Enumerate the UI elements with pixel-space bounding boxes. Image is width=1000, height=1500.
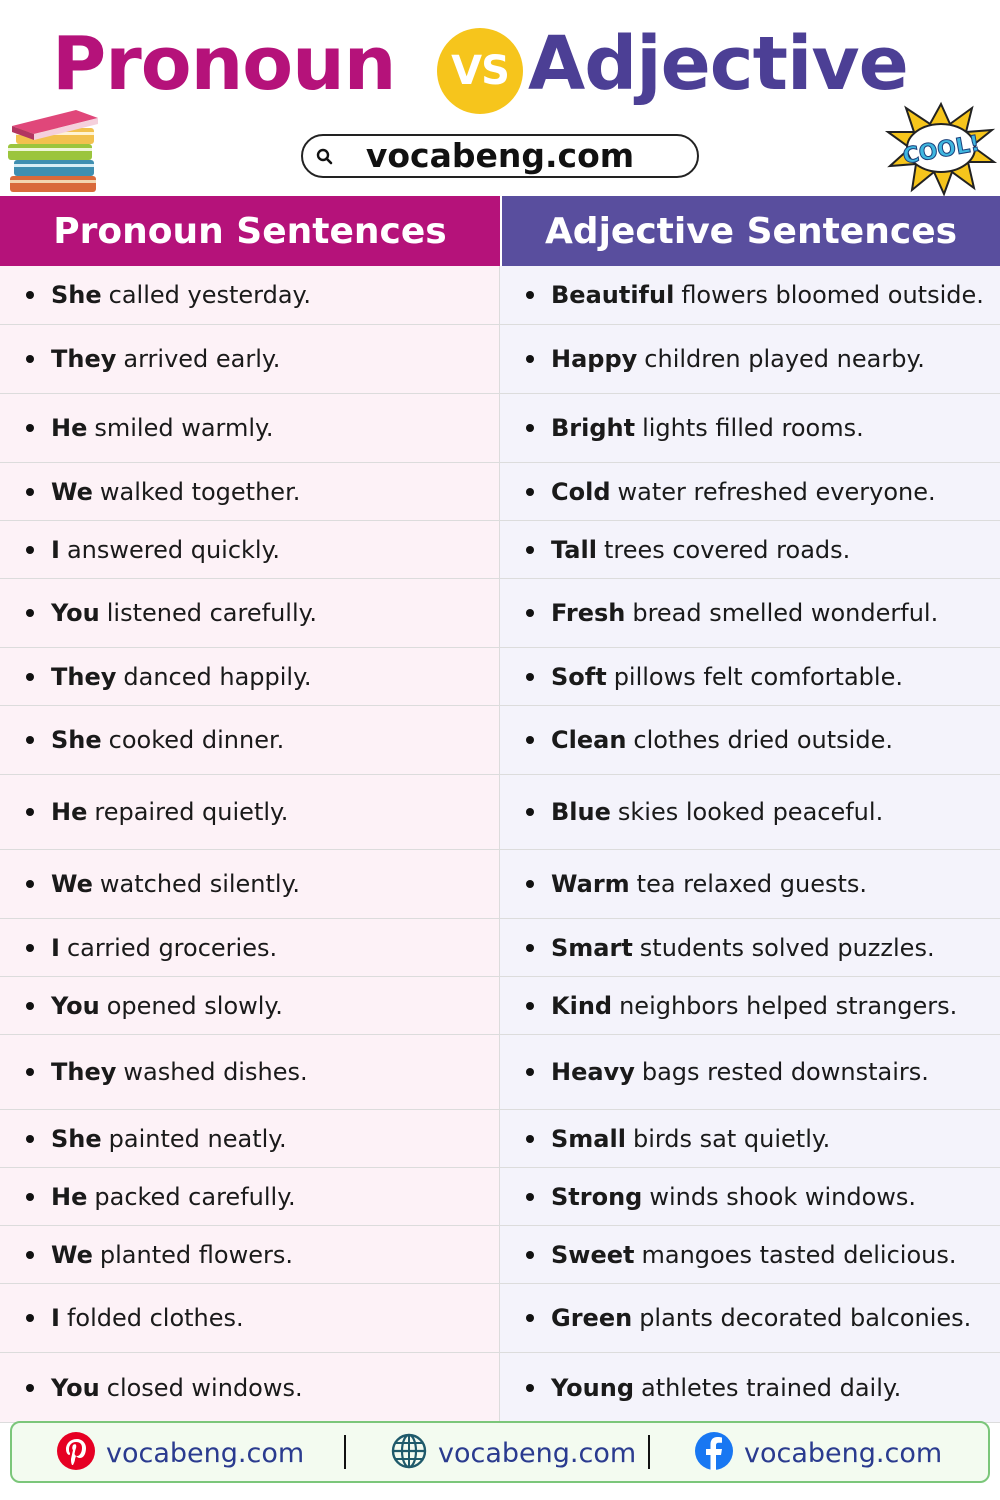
sentence-rest: neighbors helped strangers. — [619, 991, 958, 1020]
pronoun-word: I — [51, 535, 60, 564]
bullet-icon — [26, 1193, 34, 1201]
sentence-rest: opened slowly. — [106, 991, 283, 1020]
pronoun-sentence — [0, 325, 500, 393]
adjective-word: Happy — [551, 345, 638, 373]
site-url: vocabeng.com — [365, 136, 635, 175]
sentence-rest: clothes dried outside. — [633, 726, 893, 754]
bullet-icon — [526, 546, 534, 554]
table-row — [0, 394, 1000, 463]
bullet-icon — [26, 1384, 34, 1392]
footer-divider — [648, 1435, 650, 1469]
pronoun-sentence — [0, 775, 500, 849]
sentence-rest: cooked dinner. — [108, 726, 285, 754]
sentence-rest: plants decorated balconies. — [639, 1304, 972, 1332]
vs-badge: VS — [437, 28, 523, 114]
pronoun-word: He — [51, 414, 88, 442]
bullet-icon — [526, 1384, 534, 1392]
bullet-icon — [26, 546, 34, 554]
adjective-word: Heavy — [551, 1058, 635, 1086]
sentence-rest: children played nearby. — [644, 345, 925, 373]
cool-burst-icon — [884, 100, 998, 200]
bullet-icon — [526, 1251, 534, 1259]
pronoun-sentence — [0, 919, 500, 976]
pronoun-sentence — [0, 850, 500, 918]
sentence-rest: winds shook windows. — [649, 1182, 917, 1211]
adjective-sentence — [500, 850, 1000, 918]
pronoun-sentence — [0, 648, 500, 705]
books-icon — [6, 106, 102, 200]
adjective-word: Beautiful — [551, 281, 675, 309]
table-row — [0, 1353, 1000, 1423]
bullet-icon — [526, 1002, 534, 1010]
sentence-rest: lights filled rooms. — [642, 414, 864, 442]
pronoun-sentence — [0, 394, 500, 462]
pronoun-word: They — [51, 1058, 117, 1086]
table-row — [0, 1226, 1000, 1284]
adjective-sentence — [500, 266, 1000, 324]
bullet-icon — [526, 1068, 534, 1076]
site-search-bar[interactable] — [301, 134, 699, 178]
cool-text: COOL! — [901, 131, 982, 170]
adjective-sentence — [500, 1035, 1000, 1109]
bullet-icon — [26, 488, 34, 496]
sentence-rest: answered quickly. — [66, 535, 281, 564]
adjective-sentence — [500, 1110, 1000, 1167]
table-row — [0, 266, 1000, 325]
footer-link-text: vocabeng.com — [744, 1437, 943, 1469]
adjective-sentence — [500, 325, 1000, 393]
footer-link-text: vocabeng.com — [438, 1437, 637, 1469]
bullet-icon — [526, 1314, 534, 1322]
sentence-rest: watched silently. — [99, 870, 300, 898]
globe-icon — [390, 1432, 428, 1474]
footer-link-website[interactable] — [390, 1433, 636, 1473]
table-row — [0, 579, 1000, 648]
footer-link-pinterest[interactable] — [56, 1433, 304, 1473]
sentence-rest: painted neatly. — [108, 1124, 287, 1153]
adjective-word: Bright — [551, 414, 636, 442]
bullet-icon — [526, 291, 534, 299]
pronoun-word: You — [51, 991, 100, 1020]
sentence-rest: smiled warmly. — [94, 414, 274, 442]
bullet-icon — [526, 673, 534, 681]
pronoun-sentence — [0, 977, 500, 1034]
sentence-rest: athletes trained daily. — [641, 1373, 902, 1402]
pronoun-word: She — [51, 726, 102, 754]
adjective-word: Clean — [551, 726, 627, 754]
table-header — [0, 196, 1000, 266]
bullet-icon — [26, 1068, 34, 1076]
bullet-icon — [26, 1251, 34, 1259]
bullet-icon — [26, 291, 34, 299]
sentence-rest: carried groceries. — [66, 933, 278, 962]
sentence-rest: water refreshed everyone. — [617, 477, 936, 506]
pronoun-word: They — [51, 662, 117, 691]
bullet-icon — [526, 880, 534, 888]
pronoun-word: She — [51, 1124, 102, 1153]
pronoun-sentence — [0, 1226, 500, 1283]
footer-divider — [344, 1435, 346, 1469]
sentence-rest: pillows felt comfortable. — [613, 662, 903, 691]
bullet-icon — [526, 944, 534, 952]
pronoun-word: We — [51, 1240, 93, 1269]
bullet-icon — [26, 424, 34, 432]
pronoun-sentence — [0, 579, 500, 647]
sentence-rest: danced happily. — [123, 662, 312, 691]
comparison-table — [0, 196, 1000, 1423]
pronoun-word: I — [51, 933, 60, 962]
bullet-icon — [26, 1314, 34, 1322]
adjective-word: Soft — [551, 662, 607, 691]
sentence-rest: folded clothes. — [66, 1304, 244, 1332]
pronoun-word: He — [51, 798, 88, 826]
adjective-sentence — [500, 579, 1000, 647]
adjective-sentence — [500, 706, 1000, 774]
table-row — [0, 775, 1000, 850]
sentence-rest: students solved puzzles. — [639, 933, 935, 962]
adjective-word: Kind — [551, 991, 613, 1020]
pronoun-word: They — [51, 345, 117, 373]
table-row — [0, 850, 1000, 919]
pronoun-sentence — [0, 266, 500, 324]
header-adjective-sentences: Adjective Sentences — [500, 196, 1000, 266]
adjective-sentence — [500, 394, 1000, 462]
sentence-rest: closed windows. — [106, 1373, 303, 1402]
table-row — [0, 706, 1000, 775]
sentence-rest: trees covered roads. — [603, 535, 851, 564]
bullet-icon — [526, 1135, 534, 1143]
bullet-icon — [526, 736, 534, 744]
bullet-icon — [526, 808, 534, 816]
bullet-icon — [26, 944, 34, 952]
adjective-word: Warm — [551, 870, 630, 898]
adjective-sentence — [500, 1284, 1000, 1352]
sentence-rest: mangoes tasted delicious. — [641, 1240, 957, 1269]
bullet-icon — [26, 736, 34, 744]
table-row — [0, 1110, 1000, 1168]
table-row — [0, 325, 1000, 394]
adjective-sentence — [500, 1226, 1000, 1283]
adjective-sentence — [500, 1168, 1000, 1225]
pronoun-sentence — [0, 1110, 500, 1167]
adjective-sentence — [500, 521, 1000, 578]
bullet-icon — [526, 355, 534, 363]
sentence-rest: tea relaxed guests. — [636, 870, 867, 898]
sentence-rest: birds sat quietly. — [632, 1124, 831, 1153]
footer-link-text: vocabeng.com — [106, 1437, 305, 1469]
facebook-icon — [694, 1431, 734, 1475]
adjective-word: Green — [551, 1304, 633, 1332]
sentence-rest: bread smelled wonderful. — [632, 599, 939, 627]
bullet-icon — [26, 673, 34, 681]
pronoun-word: He — [51, 1182, 88, 1211]
sentence-rest: skies looked peaceful. — [617, 798, 884, 826]
bullet-icon — [26, 1135, 34, 1143]
adjective-word: Tall — [551, 535, 597, 564]
sentence-rest: packed carefully. — [94, 1182, 296, 1211]
bullet-icon — [526, 1193, 534, 1201]
table-row — [0, 977, 1000, 1035]
pronoun-sentence — [0, 463, 500, 520]
adjective-sentence — [500, 1353, 1000, 1422]
pinterest-icon — [56, 1431, 96, 1475]
footer-link-facebook[interactable] — [694, 1433, 942, 1473]
adjective-word: Sweet — [551, 1240, 635, 1269]
bullet-icon — [526, 488, 534, 496]
sentence-rest: flowers bloomed outside. — [681, 281, 984, 309]
adjective-word: Cold — [551, 477, 611, 506]
bullet-icon — [26, 355, 34, 363]
table-row — [0, 463, 1000, 521]
pronoun-word: We — [51, 477, 93, 506]
pronoun-sentence — [0, 706, 500, 774]
pronoun-sentence — [0, 1284, 500, 1352]
bullet-icon — [26, 1002, 34, 1010]
table-row — [0, 521, 1000, 579]
pronoun-word: I — [51, 1304, 60, 1332]
pronoun-sentence — [0, 1035, 500, 1109]
adjective-word: Fresh — [551, 599, 626, 627]
sentence-rest: arrived early. — [123, 345, 281, 373]
sentence-rest: called yesterday. — [108, 281, 311, 309]
adjective-sentence — [500, 463, 1000, 520]
table-row — [0, 1168, 1000, 1226]
title-adjective: Adjective — [528, 21, 908, 107]
bullet-icon — [26, 808, 34, 816]
footer-links-bar — [10, 1421, 990, 1483]
bullet-icon — [26, 609, 34, 617]
pronoun-word: She — [51, 281, 102, 309]
sentence-rest: walked together. — [99, 477, 301, 506]
table-row — [0, 919, 1000, 977]
table-row — [0, 1284, 1000, 1353]
pronoun-word: We — [51, 870, 93, 898]
adjective-sentence — [500, 648, 1000, 705]
sentence-rest: washed dishes. — [123, 1058, 308, 1086]
adjective-sentence — [500, 775, 1000, 849]
sentence-rest: repaired quietly. — [94, 798, 289, 826]
bullet-icon — [26, 880, 34, 888]
header — [0, 0, 1000, 196]
bullet-icon — [526, 609, 534, 617]
adjective-word: Small — [551, 1124, 626, 1153]
table-row — [0, 1035, 1000, 1110]
adjective-word: Blue — [551, 798, 611, 826]
adjective-word: Strong — [551, 1182, 643, 1211]
sentence-rest: listened carefully. — [106, 599, 318, 627]
pronoun-sentence — [0, 1353, 500, 1422]
sentence-rest: bags rested downstairs. — [641, 1058, 929, 1086]
pronoun-sentence — [0, 1168, 500, 1225]
title-pronoun: Pronoun — [52, 21, 396, 107]
header-pronoun-sentences: Pronoun Sentences — [0, 196, 500, 266]
table-row — [0, 648, 1000, 706]
adjective-sentence — [500, 977, 1000, 1034]
adjective-sentence — [500, 919, 1000, 976]
sentence-rest: planted flowers. — [99, 1240, 293, 1269]
pronoun-word: You — [51, 1373, 100, 1402]
pronoun-sentence — [0, 521, 500, 578]
table-body — [0, 266, 1000, 1423]
adjective-word: Smart — [551, 933, 633, 962]
pronoun-word: You — [51, 599, 100, 627]
bullet-icon — [526, 424, 534, 432]
adjective-word: Young — [551, 1373, 635, 1402]
